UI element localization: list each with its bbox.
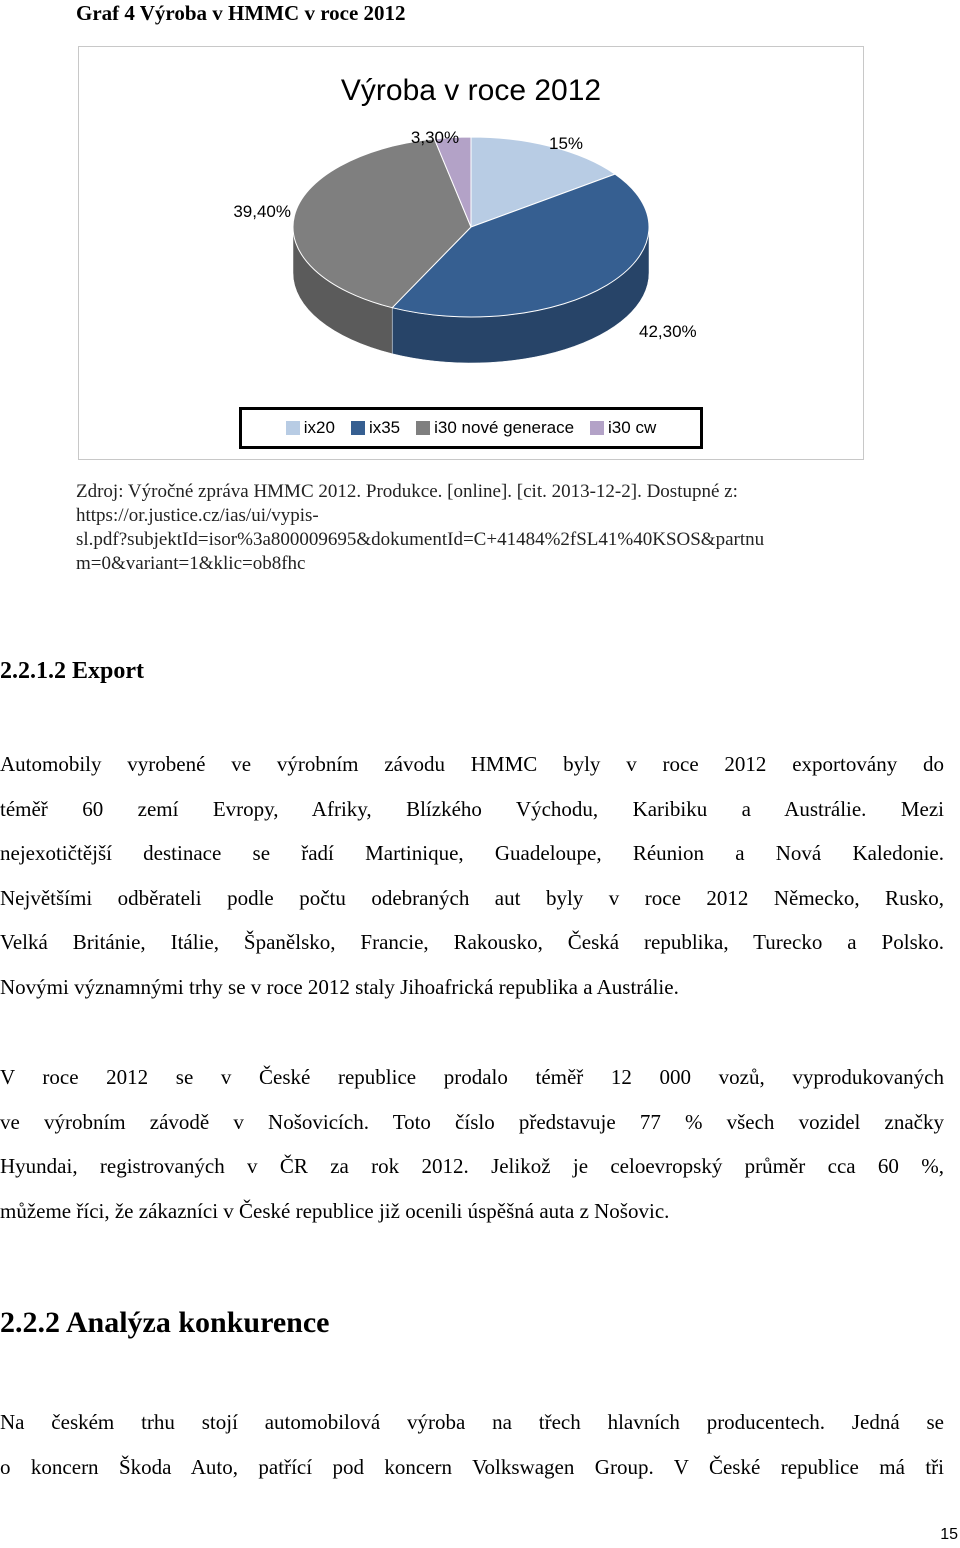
legend-label: ix20	[303, 418, 335, 437]
chart-title: Výroba v roce 2012	[340, 74, 602, 107]
legend-item	[351, 418, 400, 438]
legend-label: i30 nové generace	[434, 418, 575, 437]
text-line: Velká Británie, Itálie, Španělsko, Francie, Rakousko, Česká republika, Turecko a Polsko.	[0, 930, 944, 954]
text-line: Automobily vyrobené ve výrobním závodu HMMC byly v roce 2012 exportovány do	[0, 752, 944, 776]
text-line: Hyundai, registrovaných v ČR za rok 2012. Jelikož je celoevropský průměr cca 60 %,	[0, 1154, 944, 1178]
text-line: ve výrobním závodě v Nošovicích. Toto číslo představuje 77 % všech vozidel značky	[0, 1109, 944, 1134]
text-line: Na českém trhu stojí automobilová výroba na třech hlavních producentech. Jedná se	[0, 1410, 944, 1434]
text-line: Novými významnými trhy se v roce 2012 staly Jihoafrická republika a Austrálie.	[0, 974, 679, 999]
chart-legend	[239, 407, 703, 449]
source-line: m=0&variant=1&klic=ob8fhc	[76, 553, 306, 574]
data-label: 3,30%	[410, 128, 460, 147]
legend-swatch	[590, 421, 604, 435]
page-number: 15	[940, 1526, 958, 1543]
text-line: téměř 60 zemí Evropy, Afriky, Blízkého Východu, Karibiku a Austrálie. Mezi	[0, 796, 944, 821]
text-line: můžeme říci, že zákazníci v České republice již ocenili úspěšná auta z Nošovic.	[0, 1198, 670, 1223]
pie-chart-canvas	[79, 47, 865, 461]
legend-item	[416, 418, 574, 438]
source-note	[76, 480, 946, 576]
legend-swatch	[286, 421, 300, 435]
data-label: 42,30%	[639, 322, 697, 341]
legend-item	[286, 418, 335, 438]
figure-caption: Graf 4 Výroba v HMMC v roce 2012	[76, 1, 406, 25]
data-label: 15%	[549, 134, 584, 153]
source-line: sl.pdf?subjektId=isor%3a800009695&dokumentId=C+41484%2fSL41%40KSOS&partnu	[76, 529, 765, 550]
text-line: o koncern Škoda Auto, patřící pod koncern Volkswagen Group. V České republice má tři	[0, 1454, 944, 1479]
text-line: nejexotičtější destinace se řadí Martinique, Guadeloupe, Réunion a Nová Kaledonie.	[0, 841, 944, 865]
source-line: https://or.justice.cz/ias/ui/vypis-	[76, 505, 319, 526]
paragraph-export-1	[0, 742, 944, 1009]
legend-label: ix35	[368, 418, 401, 437]
pie-chart	[78, 46, 864, 460]
source-line: Zdroj: Výročné zpráva HMMC 2012. Produkce. [online]. [cit. 2013-12-2]. Dostupné z:	[76, 481, 738, 502]
legend-swatch	[416, 421, 430, 435]
text-line: V roce 2012 se v České republice prodalo téměř 12 000 vozů, vyprodukovaných	[0, 1065, 944, 1089]
paragraph-export-2	[0, 1055, 944, 1233]
section-heading-competition: 2.2.2 Analýza konkurence	[0, 1306, 330, 1339]
data-label: 39,40%	[233, 202, 291, 221]
text-line: Největšími odběrateli podle počtu odebraných aut byly v roce 2012 Německo, Rusko,	[0, 885, 944, 910]
paragraph-competition-1	[0, 1400, 944, 1489]
section-heading-export: 2.2.1.2 Export	[0, 658, 144, 684]
legend-swatch	[351, 421, 365, 435]
legend-label: i30 cw	[608, 418, 657, 437]
legend-item	[590, 418, 656, 438]
